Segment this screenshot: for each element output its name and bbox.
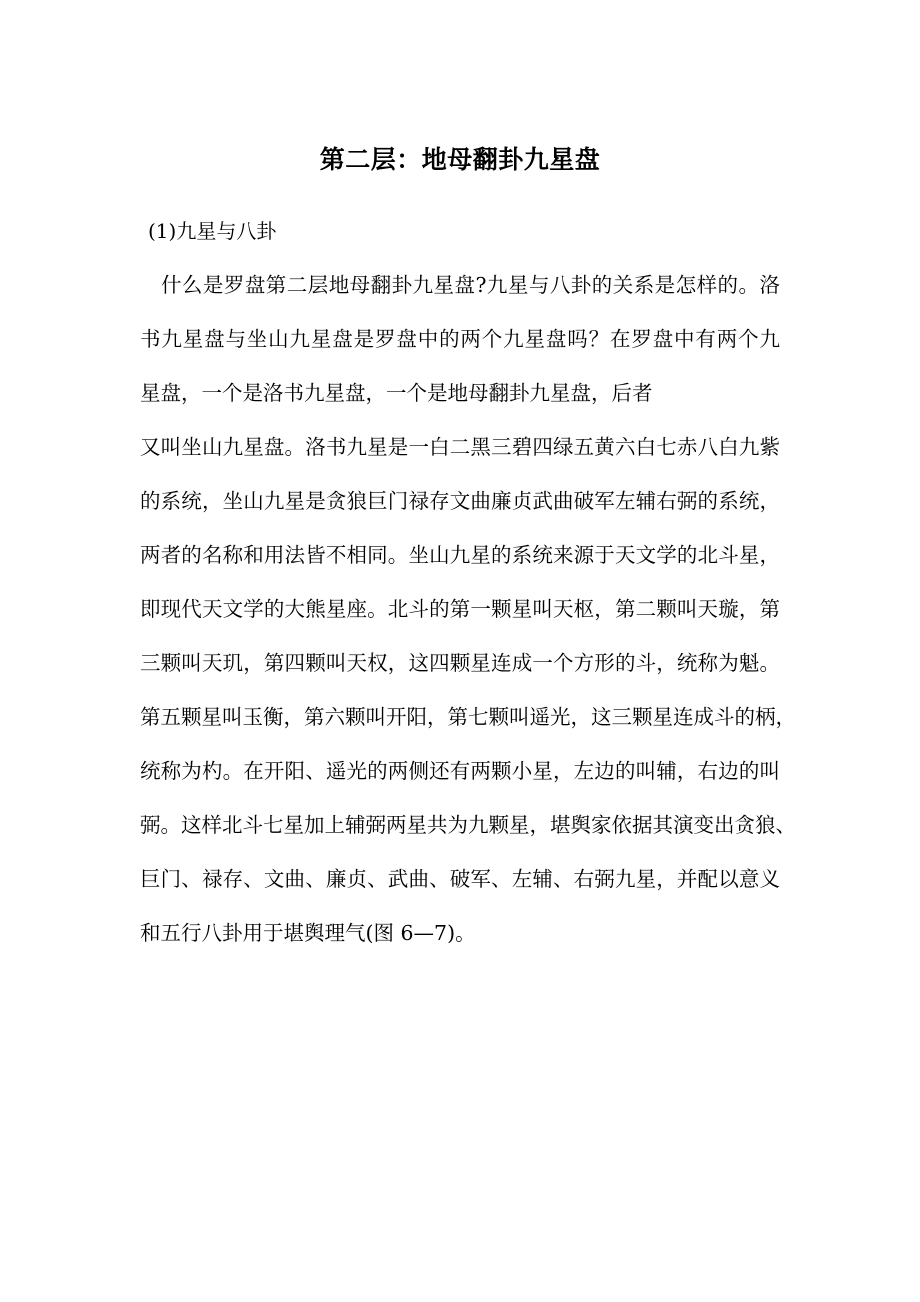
page-title: 第二层：地母翻卦九星盘 <box>319 145 601 174</box>
body-line: 统称为杓。在开阳、遥光的两侧还有两颗小星，左边的叫辅，右边的叫 <box>140 759 780 783</box>
body-line: 即现代天文学的大熊星座。北斗的第一颗星叫天枢，第二颗叫天璇，第 <box>140 597 780 621</box>
body-line: 和五行八卦用于堪舆理气(图 6—7)。 <box>140 921 476 945</box>
body-line: 的系统，坐山九星是贪狼巨门禄存文曲廉贞武曲破军左辅右弼的系统， <box>140 489 780 513</box>
body-line: 巨门、禄存、文曲、廉贞、武曲、破军、左辅、右弼九星，并配以意义 <box>140 867 780 891</box>
body-line: 书九星盘与坐山九星盘是罗盘中的两个九星盘吗？在罗盘中有两个九 <box>140 327 780 351</box>
body-line: 三颗叫天玑，第四颗叫天权，这四颗星连成一个方形的斗，统称为魁。 <box>140 651 780 675</box>
body-line: 弼。这样北斗七星加上辅弼两星共为九颗星，堪舆家依据其演变出贪狼、 <box>140 813 796 837</box>
body-line: 星盘，一个是洛书九星盘，一个是地母翻卦九星盘，后者 <box>140 381 653 405</box>
body-line: 两者的名称和用法皆不相同。坐山九星的系统来源于天文学的北斗星， <box>140 543 780 567</box>
body-line: 什么是罗盘第二层地母翻卦九星盘?九星与八卦的关系是怎样的。洛 <box>140 273 780 297</box>
body-line: 第五颗星叫玉衡，第六颗叫开阳，第七颗叫遥光，这三颗星连成斗的柄， <box>140 705 796 729</box>
section-subheading: (1)九星与八卦 <box>148 219 277 243</box>
body-line: 又叫坐山九星盘。洛书九星是一白二黑三碧四绿五黄六白七赤八白九紫 <box>140 435 780 459</box>
